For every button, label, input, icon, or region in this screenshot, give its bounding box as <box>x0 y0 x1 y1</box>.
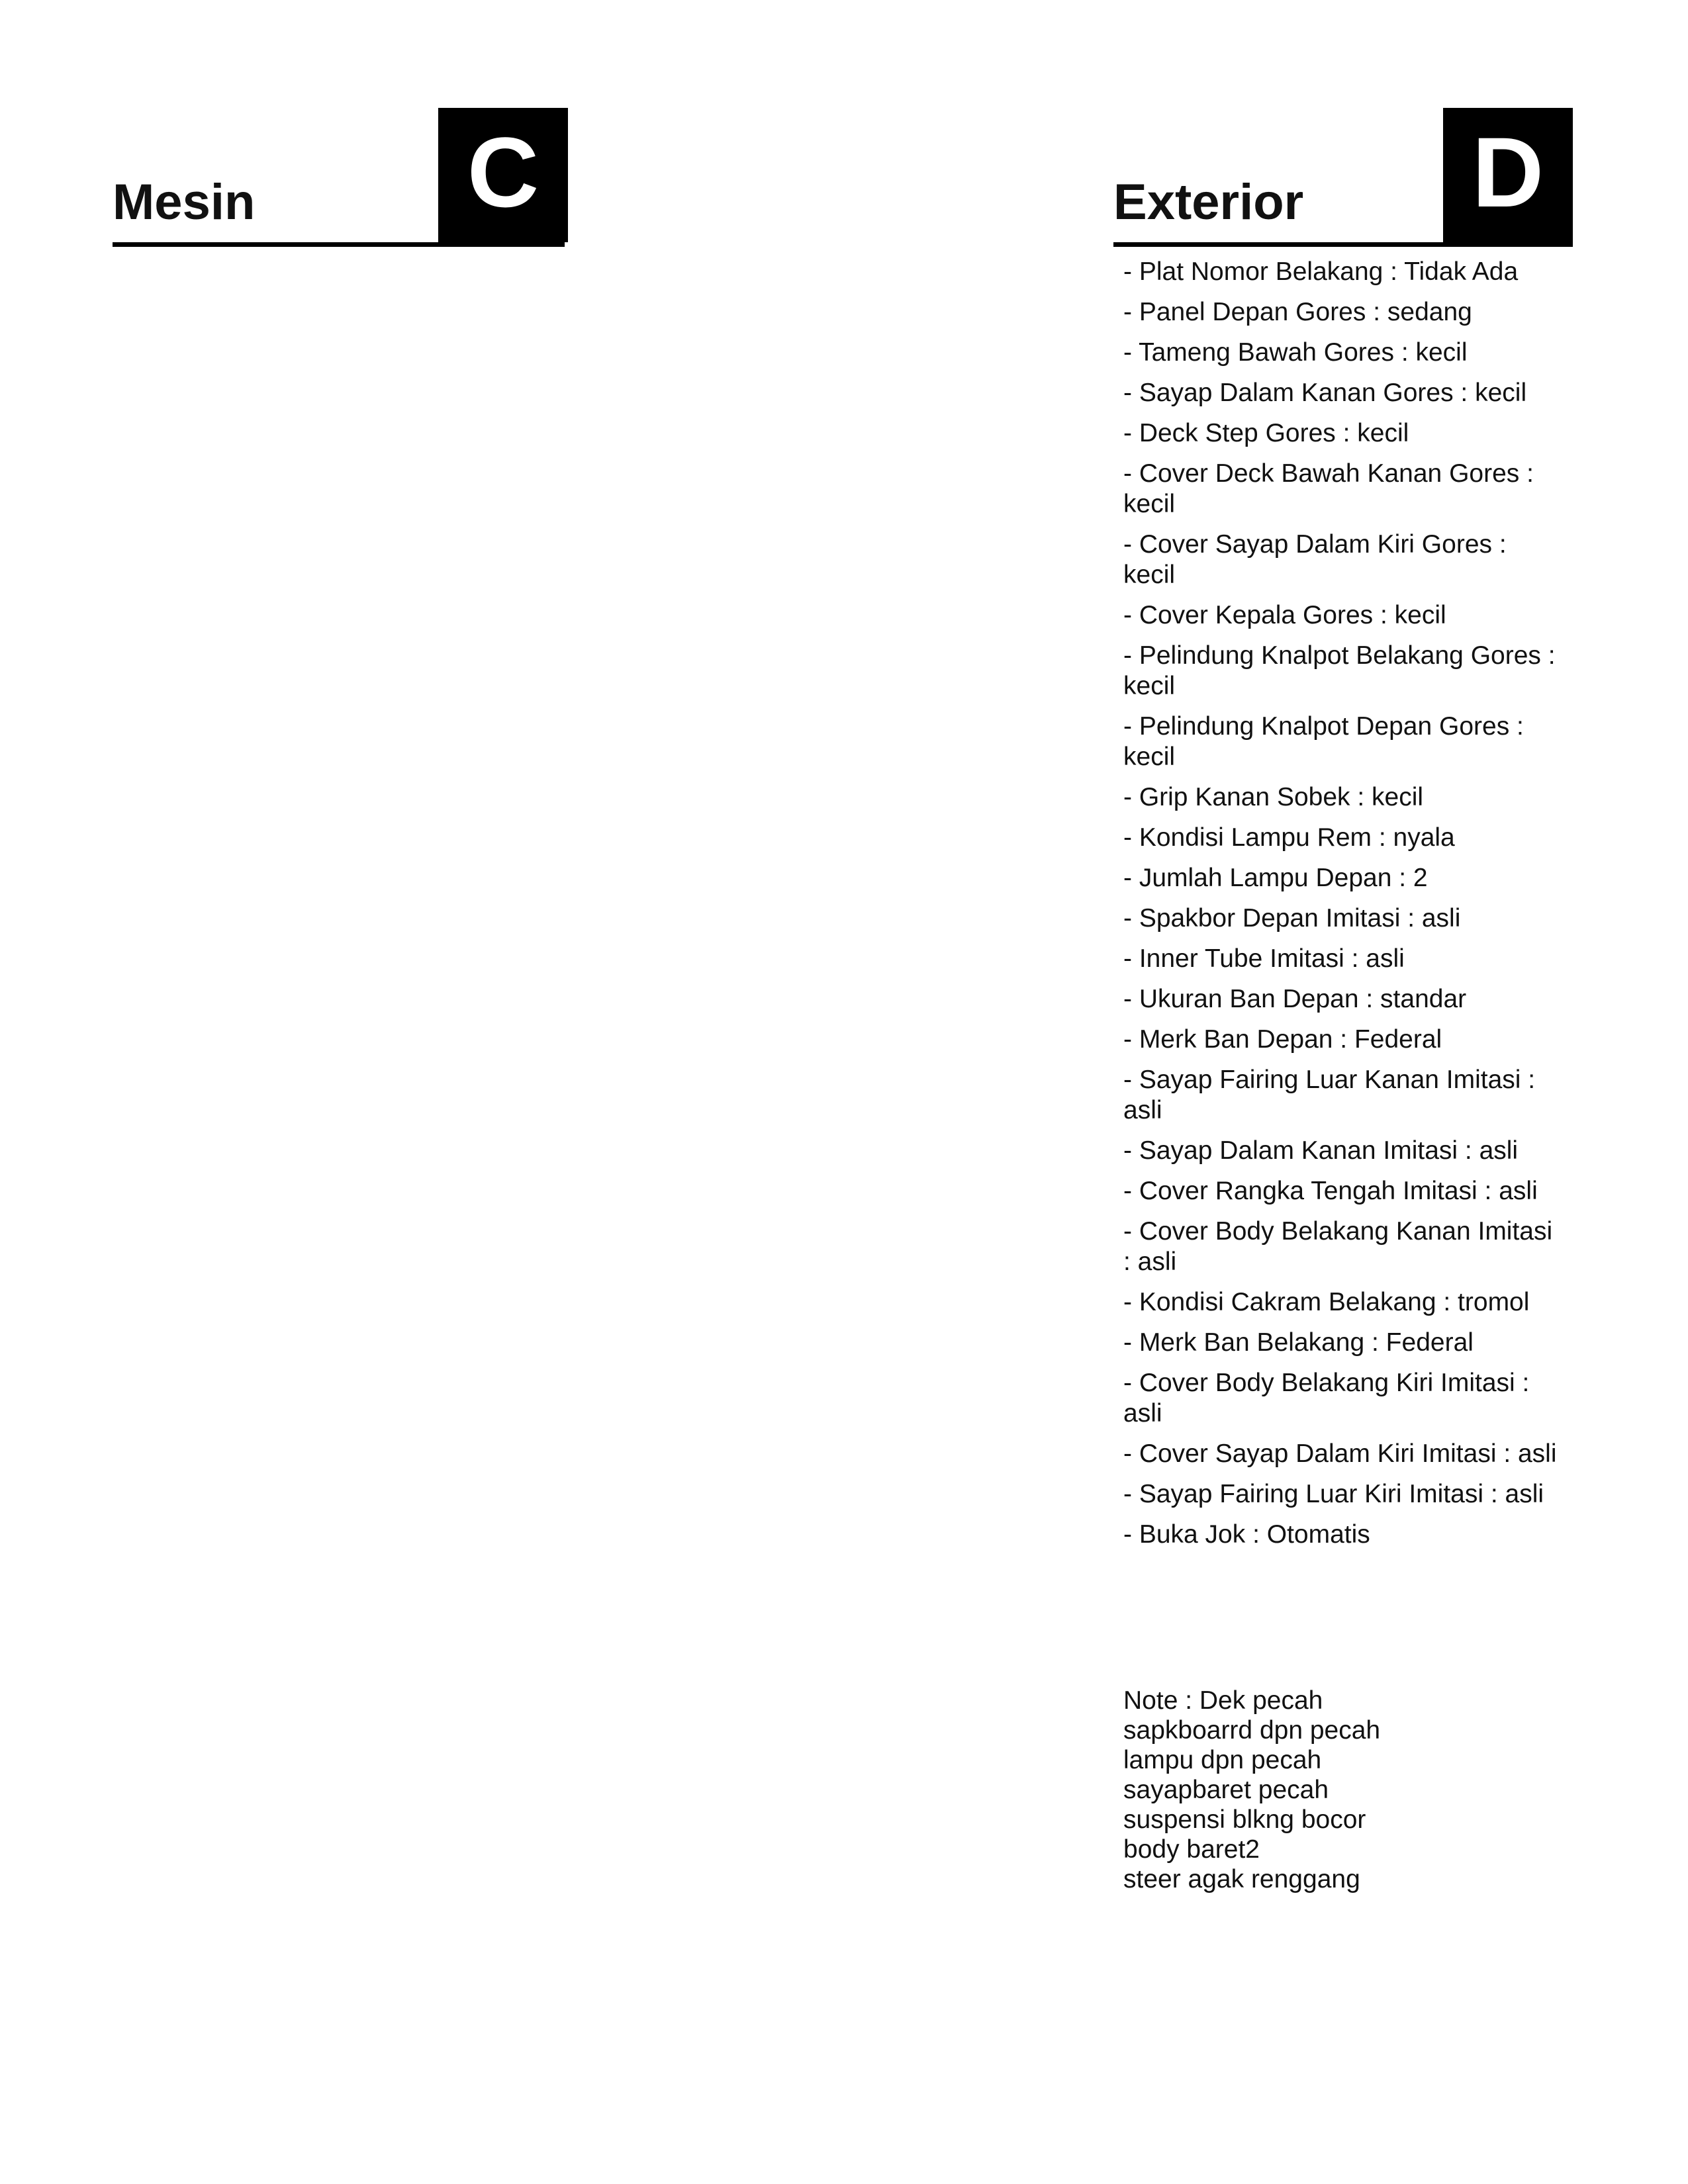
exterior-item: - Cover Deck Bawah Kanan Gores : kecil <box>1123 459 1534 518</box>
exterior-item: - Pelindung Knalpot Depan Gores : kecil <box>1123 712 1524 771</box>
exterior-item: - Jumlah Lampu Depan : 2 <box>1123 864 1428 892</box>
exterior-item: - Sayap Fairing Luar Kiri Imitasi : asli <box>1123 1480 1544 1508</box>
exterior-item: - Grip Kanan Sobek : kecil <box>1123 783 1424 811</box>
exterior-item: - Inner Tube Imitasi : asli <box>1123 944 1405 973</box>
exterior-item: - Cover Kepala Gores : kecil <box>1123 601 1446 629</box>
section-badge-d: D <box>1443 108 1573 242</box>
exterior-note: Note : Dek pecah sapkboarrd dpn pecah lampu dpn pecah sayapbaret pecah suspensi blkng bocor body baret2 steer agak renggang <box>1123 1686 1381 1893</box>
section-title-mesin: Mesin <box>113 174 256 230</box>
exterior-item: - Merk Ban Belakang : Federal <box>1123 1328 1474 1357</box>
exterior-item: - Plat Nomor Belakang : Tidak Ada <box>1123 257 1519 286</box>
section-title-exterior: Exterior <box>1113 174 1304 230</box>
exterior-item: - Panel Depan Gores : sedang <box>1123 298 1472 326</box>
exterior-item: - Cover Rangka Tengah Imitasi : asli <box>1123 1177 1538 1205</box>
section-header-mesin <box>113 108 565 247</box>
exterior-item: - Pelindung Knalpot Belakang Gores : kecil <box>1123 641 1556 700</box>
exterior-item: - Cover Sayap Dalam Kiri Imitasi : asli <box>1123 1439 1557 1468</box>
exterior-item: - Sayap Dalam Kanan Imitasi : asli <box>1123 1136 1519 1165</box>
exterior-item: - Kondisi Cakram Belakang : tromol <box>1123 1288 1530 1316</box>
exterior-items-list <box>1123 257 1560 1560</box>
exterior-item: - Buka Jok : Otomatis <box>1123 1520 1370 1549</box>
exterior-item: - Sayap Dalam Kanan Gores : kecil <box>1123 379 1527 407</box>
exterior-item: - Deck Step Gores : kecil <box>1123 419 1409 447</box>
exterior-item: - Cover Body Belakang Kanan Imitasi : asli <box>1123 1217 1553 1276</box>
exterior-item: - Kondisi Lampu Rem : nyala <box>1123 823 1455 852</box>
exterior-item: - Cover Body Belakang Kiri Imitasi : asli <box>1123 1369 1530 1428</box>
exterior-item: - Merk Ban Depan : Federal <box>1123 1025 1442 1054</box>
section-badge-c: C <box>438 108 568 242</box>
exterior-item: - Ukuran Ban Depan : standar <box>1123 985 1467 1013</box>
exterior-item: - Cover Sayap Dalam Kiri Gores : kecil <box>1123 530 1507 589</box>
exterior-item: - Spakbor Depan Imitasi : asli <box>1123 904 1461 933</box>
exterior-item: - Tameng Bawah Gores : kecil <box>1123 338 1468 367</box>
section-header-exterior <box>1113 108 1573 247</box>
exterior-item: - Sayap Fairing Luar Kanan Imitasi : asli <box>1123 1066 1536 1124</box>
